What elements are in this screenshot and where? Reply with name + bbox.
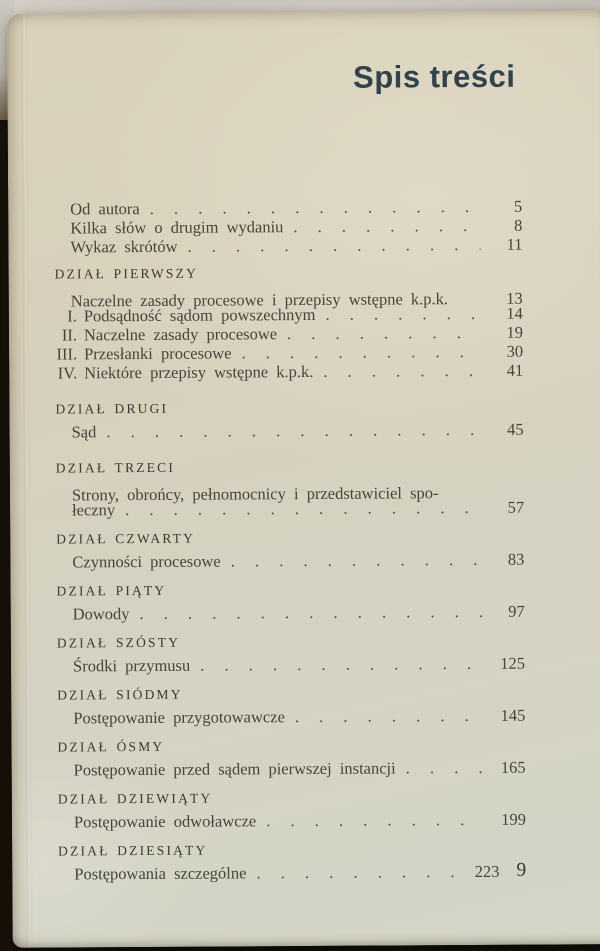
toc-section-label: DZIAŁ SIÓDMY: [57, 686, 183, 703]
toc-entry-numeral: III.: [56, 344, 78, 364]
toc-section-heading: [11, 682, 600, 705]
toc-entry-label: Środki przymusu: [72, 655, 191, 676]
toc-section-heading: [12, 786, 600, 809]
toc-entry-label: Sąd: [71, 422, 97, 442]
toc-section-label: DZIAŁ ÓSMY: [57, 738, 165, 755]
toc-entry-label: Kilka słów o drugim wydaniu: [70, 217, 284, 238]
toc-section-heading: [12, 838, 600, 861]
toc-section-heading: [10, 455, 600, 478]
toc-section-heading: [10, 578, 600, 601]
toc-entry-numeral: II.: [61, 325, 78, 345]
toc-entry-label: Postępowanie odwoławcze: [73, 811, 257, 832]
toc-section-heading: [11, 630, 600, 653]
toc-entry-page: 145: [500, 705, 526, 725]
toc-entry: [8, 234, 600, 257]
toc-section-label: DZIAŁ DRUGI: [55, 400, 169, 417]
toc-section-label: DZIAŁ DZIESIĄTY: [58, 842, 208, 859]
dot-leader: [266, 810, 484, 830]
toc-entry-label: Niektóre przepisy wstępne k.p.k.: [84, 361, 314, 383]
toc-entry-label: Postępowanie przed sądem pierwszej instancji: [73, 758, 396, 780]
dot-leader: [458, 285, 481, 304]
toc-entry-page: 223: [474, 861, 500, 881]
dot-leader: [150, 197, 481, 218]
toc-entry-page: 11: [506, 234, 523, 254]
dot-leader: [325, 304, 480, 324]
toc-section-heading: [9, 261, 600, 284]
toc-entry-page: 14: [506, 303, 523, 323]
toc-section-label: DZIAŁ DZIEWIĄTY: [57, 790, 213, 807]
toc-section-heading: [11, 734, 600, 757]
toc-entry: [10, 549, 600, 572]
toc-entry-label: Naczelne zasady procesowe i przepisy wstępne k.p.k.: [70, 289, 449, 311]
toc-entry: [11, 601, 600, 624]
toc-entry-label: Wykaz skrótów: [70, 236, 178, 257]
toc-entry-label: Od autora: [70, 199, 140, 219]
toc-section-label: DZIAŁ PIĄTY: [56, 582, 167, 599]
dot-leader: [323, 361, 481, 381]
toc-section-label: DZIAŁ CZWARTY: [56, 530, 196, 547]
dot-leader: [231, 550, 483, 571]
toc-entry-page: 45: [506, 419, 524, 439]
toc-entry: [10, 419, 600, 442]
toc-entry-page: 8: [513, 215, 523, 235]
toc-section-label: DZIAŁ SZÓSTY: [56, 634, 181, 651]
toc-entry-page: 41: [506, 360, 524, 380]
dot-leader: [448, 479, 482, 498]
toc-entry-label: Dowody: [72, 604, 130, 624]
page-title: Spis treści: [352, 58, 516, 95]
dot-leader: [287, 323, 481, 343]
dot-leader: [241, 342, 481, 362]
toc-entry-page: 125: [500, 653, 526, 673]
toc-entry: [10, 497, 600, 520]
toc-entry-page: 19: [506, 322, 524, 342]
toc-entry-label: Postępowanie przygotowawcze: [73, 707, 285, 728]
toc-section-label: DZIAŁ PIERWSZY: [54, 265, 199, 282]
toc-entry-page: 97: [508, 601, 525, 621]
toc-entry: [12, 757, 600, 780]
toc-entry-label: Podsądność sądom powszechnym: [83, 304, 316, 326]
toc-entry-page: 57: [507, 497, 525, 517]
toc-entry: [11, 705, 600, 728]
dot-leader: [125, 498, 482, 519]
dot-leader: [139, 602, 482, 623]
toc-entry-page: 83: [507, 549, 525, 569]
dot-leader: [295, 706, 484, 726]
toc-entry: [12, 861, 600, 884]
toc-entry-page: 199: [501, 809, 526, 829]
dot-leader: [187, 235, 480, 256]
folio-page-number: 9: [516, 859, 527, 881]
toc-entry-numeral: I.: [67, 306, 77, 326]
dot-leader: [406, 758, 484, 777]
toc-entry-label: łeczny: [71, 500, 116, 520]
toc-section-label: DZIAŁ TRZECI: [55, 459, 176, 476]
dot-leader: [293, 216, 480, 236]
dot-leader: [200, 654, 483, 675]
toc-entry-label: Postępowania szczególne: [74, 863, 247, 884]
toc-entry-label: Czynności procesowe: [72, 551, 221, 572]
toc-entry: [11, 653, 600, 676]
toc-entry: [9, 360, 600, 383]
toc-entry-page: 30: [506, 341, 524, 361]
toc-entry-label: Naczelne zasady procesowe: [83, 324, 278, 345]
toc-entry-page: 13: [506, 288, 523, 308]
dot-leader: [106, 420, 481, 441]
toc-entry-numeral: IV.: [57, 363, 78, 383]
toc-entry: [12, 809, 600, 832]
toc-entry-page: 5: [513, 196, 523, 216]
toc-entry-label: Przesłanki procesowe: [84, 343, 232, 364]
toc-section-heading: [10, 526, 600, 549]
toc-section-heading: [9, 396, 600, 419]
toc-entry-page: 165: [500, 757, 526, 777]
table-of-contents: [8, 196, 600, 884]
toc-entry-label: Strony, obrońcy, pełnomocnicy i przedstawiciel spo-: [71, 483, 439, 505]
dot-leader: [256, 862, 457, 882]
book-page: [7, 10, 600, 948]
